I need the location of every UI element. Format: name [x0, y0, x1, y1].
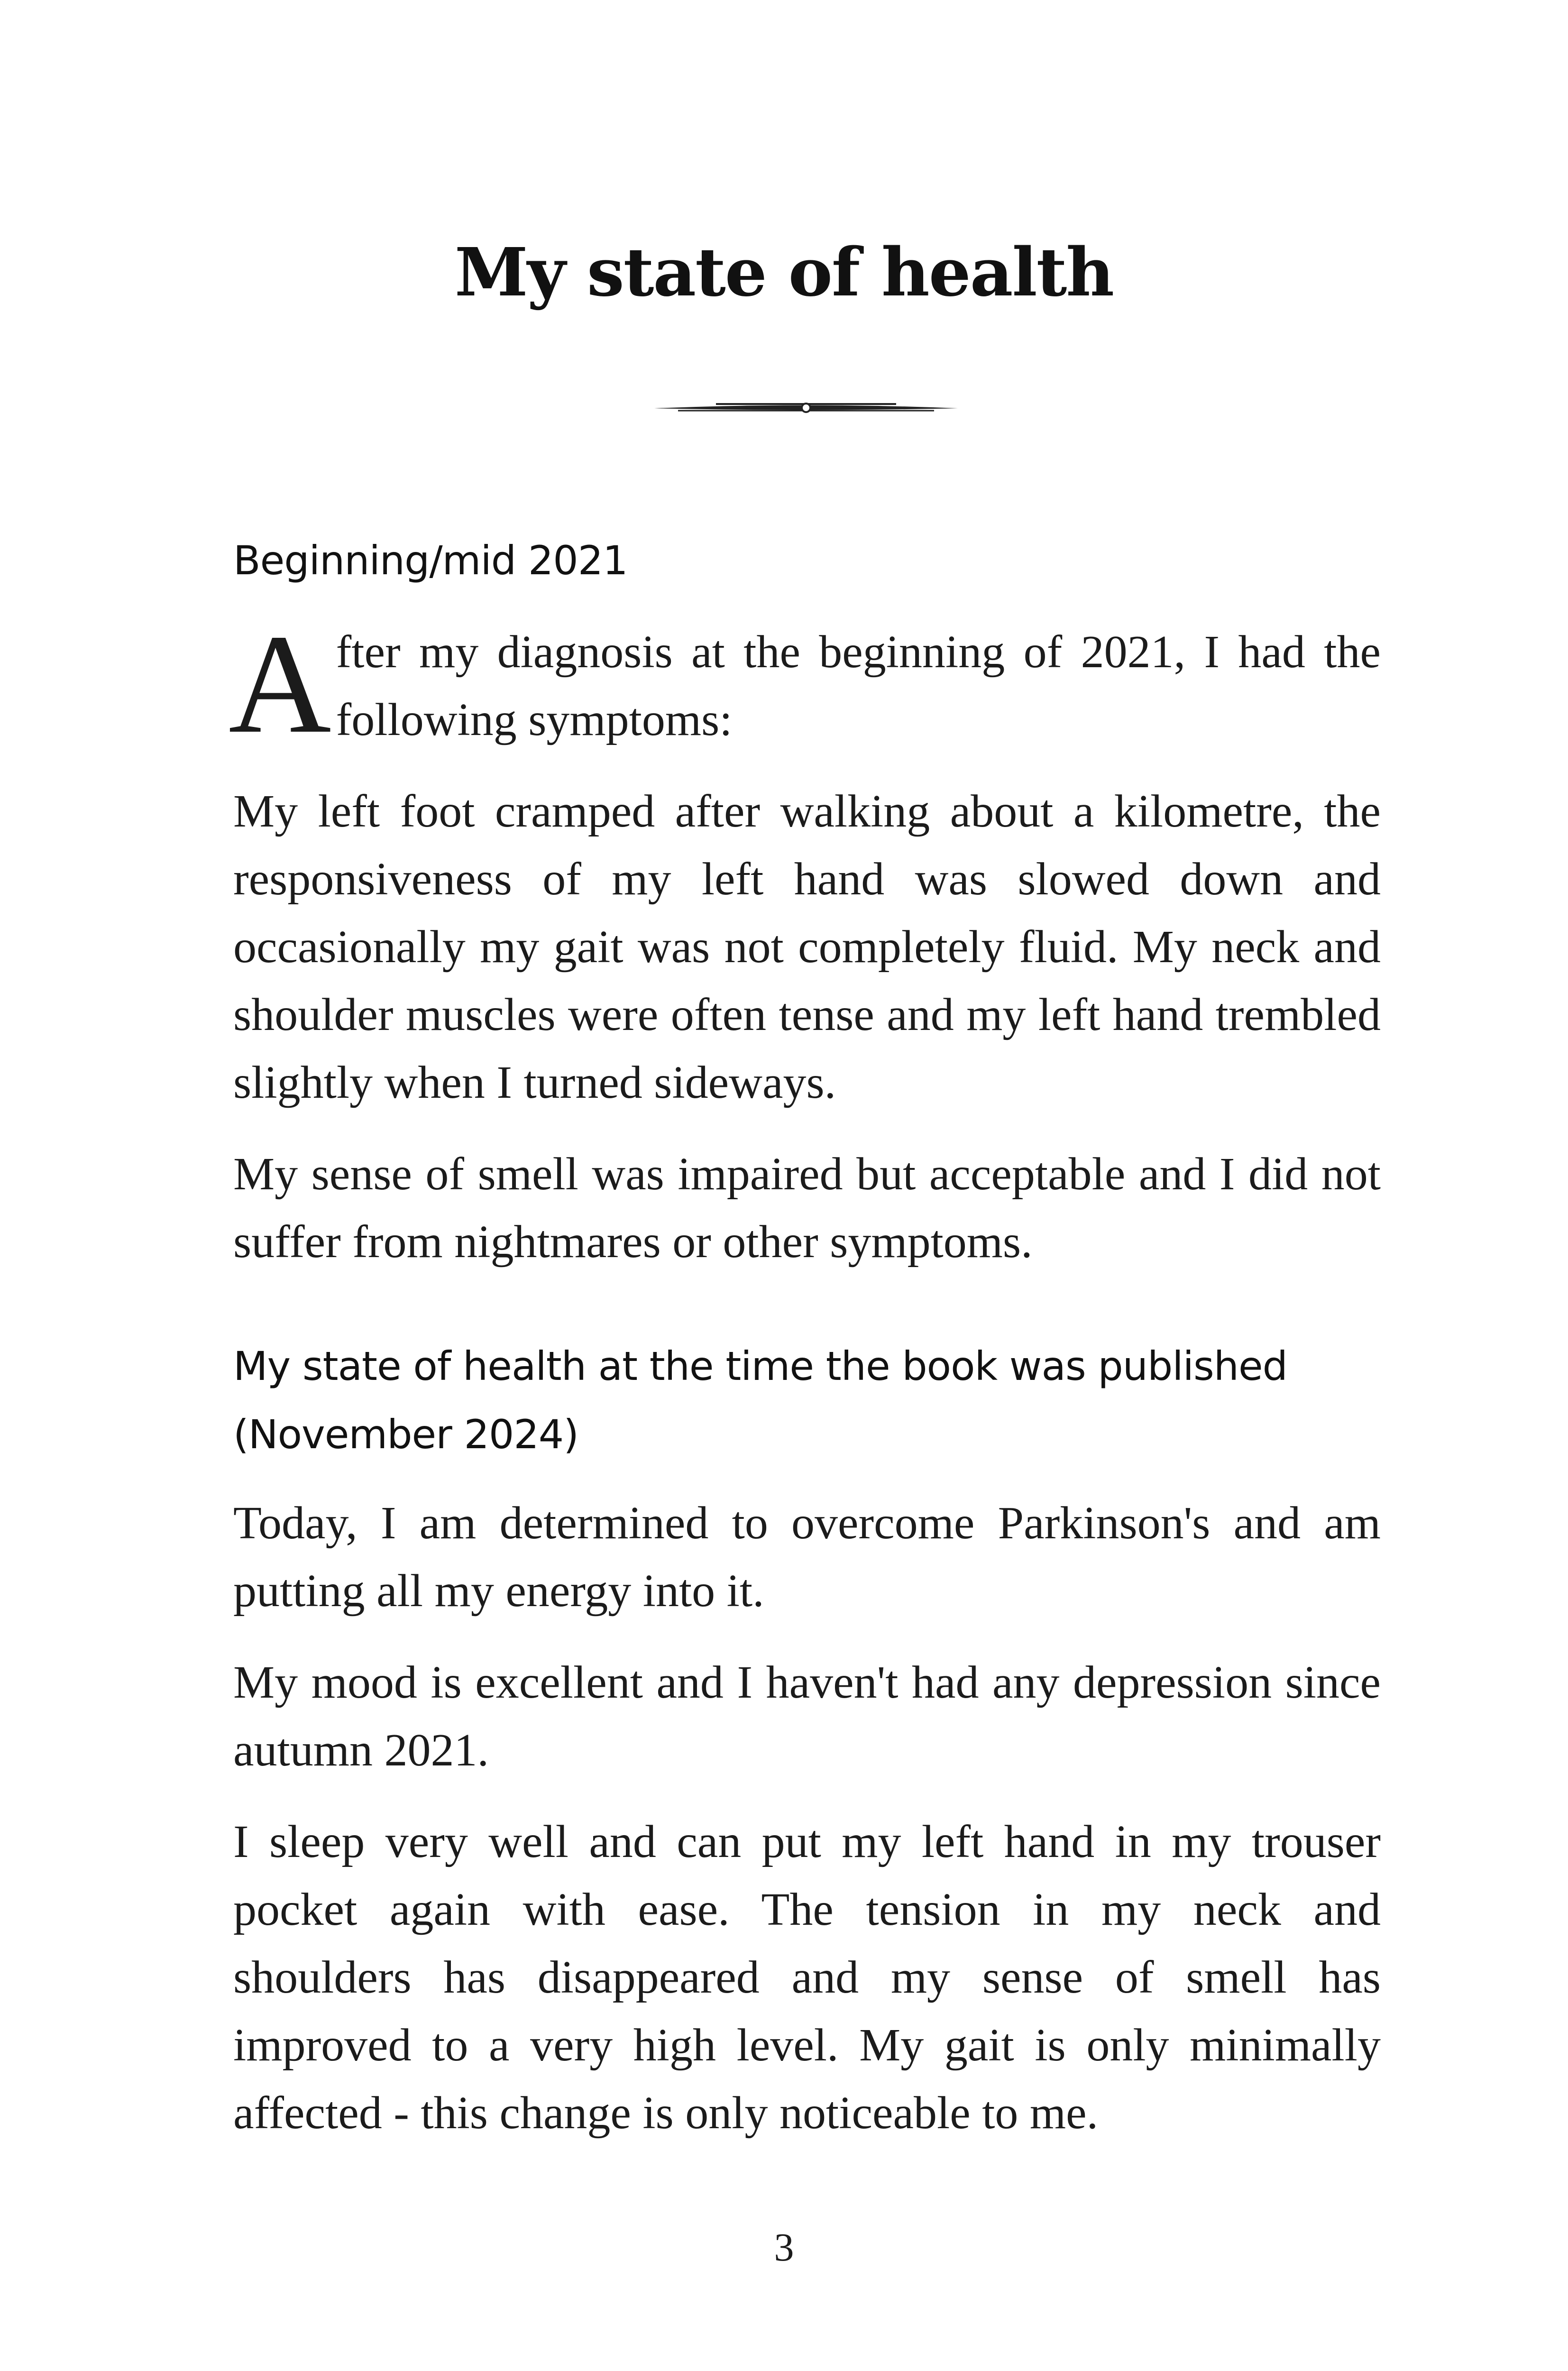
chapter-body — [229, 512, 1381, 2171]
paragraph: My left foot cramped after walking about a kilometre, the responsiveness of my left hand was slowed down and occasionally my gait was not completely fluid. My neck and shoulder muscles were often tense and my left hand trembled slightly when I turned sideways. — [233, 786, 1381, 1108]
section-heading: Beginning/mid 2021 — [233, 537, 628, 584]
paragraph: Today, I am determined to overcome Parkinson's and am putting all my energy into it. — [233, 1498, 1381, 1617]
decorative-rule-with-circle-icon — [650, 397, 963, 416]
chapter-title: My state of health — [454, 234, 1114, 312]
paragraph: I sleep very well and can put my left hand in my trouser pocket again with ease. The tension in my neck and shoulders has disappeared and my sense of smell has improved to a very high level. My gait is only minimally affected - this change is only noticeable to me. — [233, 1816, 1381, 2139]
intro-paragraph — [229, 605, 1381, 763]
drop-cap: A — [229, 605, 331, 763]
page-number: 3 — [774, 2225, 794, 2270]
paragraph-text: fter my diagnosis at the beginning of 2021, I had the following symptoms: — [336, 626, 1381, 745]
section-heading: My state of health at the time the book was published (November 2024) — [233, 1343, 1287, 1458]
paragraph: My sense of smell was impaired but acceptable and I did not suffer from nightmares or other symptoms. — [233, 1149, 1381, 1268]
paragraph: My mood is excellent and I haven't had any depression since autumn 2021. — [233, 1657, 1381, 1776]
